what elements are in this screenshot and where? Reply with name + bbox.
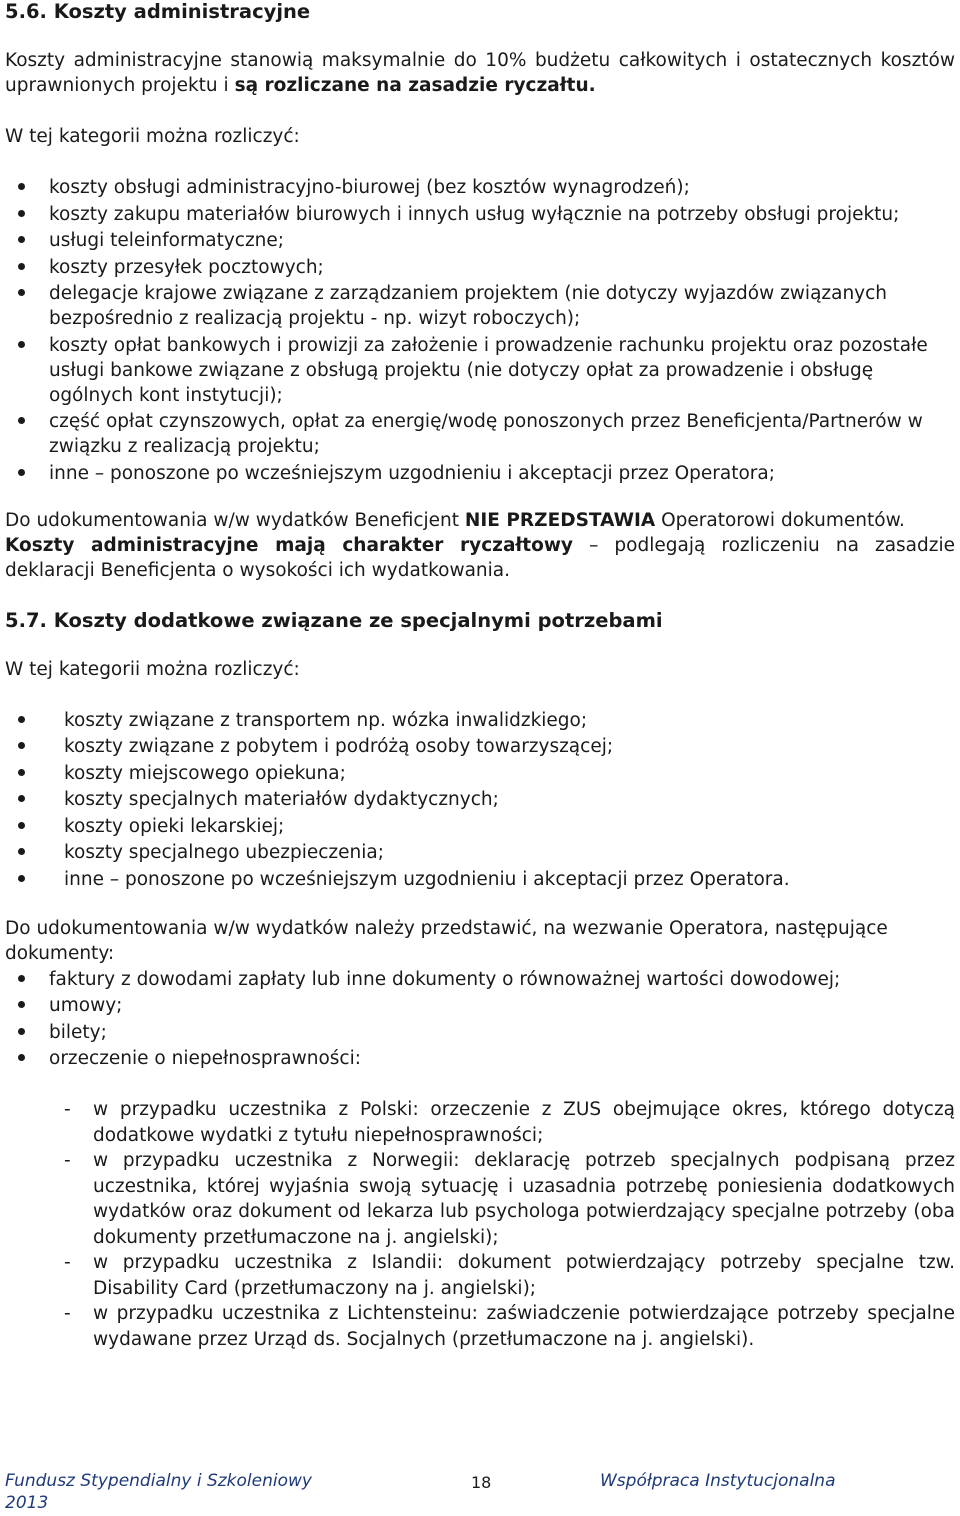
admin-cost-list (5, 175, 955, 486)
bullet-icon (18, 469, 25, 476)
list-item: koszty miejscowego opiekuna; (5, 761, 955, 786)
list-item: usługi teleinformatyczne; (5, 228, 955, 253)
bullet-icon (18, 795, 25, 802)
list-item: - w przypadku uczestnika z Polski: orzeczenie z ZUS obejmujące okres, którego dotyczą dodatkowe wydatki z tytułu niepełnosprawności; (64, 1099, 955, 1146)
intro-bold-text: są rozliczane na zasadzie ryczałtu. (234, 75, 596, 96)
bullet-icon (18, 769, 25, 776)
footer-program-name: Fundusz Stypendialny i Szkoleniowy 2013 (5, 1471, 312, 1513)
bullet-icon (18, 975, 25, 982)
bullet-icon (18, 210, 25, 217)
bullet-icon (18, 183, 25, 190)
list-item: koszty opłat bankowych i prowizji za założenie i prowadzenie rachunku projektu oraz pozostałe usługi bankowe związane z obsługą projektu (nie dotyczy opłat za prowadzenie i obsługę ogólnych kont instytucji); (5, 333, 955, 408)
list-item: koszty związane z pobytem i podróżą osoby towarzyszącej; (5, 734, 955, 759)
list-item: koszty opieki lekarskiej; (5, 814, 955, 839)
bullet-icon (18, 236, 25, 243)
dash-marker: - (64, 1099, 71, 1120)
list-item: koszty związane z transportem np. wózka inwalidzkiego; (5, 708, 955, 733)
list-item: faktury z dowodami zapłaty lub inne dokumenty o równoważnej wartości dowodowej; (5, 967, 955, 992)
bullet-icon (18, 289, 25, 296)
dash-marker: - (64, 1303, 71, 1324)
dash-marker: - (64, 1150, 71, 1171)
documents-list (5, 967, 955, 1072)
bullet-icon (18, 875, 25, 882)
page-number: 18 (471, 1473, 492, 1492)
list-item: orzeczenie o niepełnosprawności: (5, 1046, 955, 1071)
not-presented-bold: NIE PRZEDSTAWIA (464, 509, 656, 531)
list-item: koszty obsługi administracyjno-biurowej (bez kosztów wynagrodzeń); (5, 175, 955, 200)
flat-rate-bold: Koszty administracyjne mają charakter ryczałtowy (5, 534, 573, 556)
list-item: koszty specjalnego ubezpieczenia; (5, 840, 955, 865)
list-item: inne – ponoszone po wcześniejszym uzgodnieniu i akceptacji przez Operatora. (5, 867, 955, 892)
list-item: koszty przesyłek pocztowych; (5, 255, 955, 280)
list-item: umowy; (5, 993, 955, 1018)
section-heading-5-6: 5.6. Koszty administracyjne (5, 0, 311, 23)
bullet-icon (18, 716, 25, 723)
category-label: W tej kategorii można rozliczyć: (5, 126, 300, 147)
bullet-icon (18, 417, 25, 424)
bullet-icon (18, 1028, 25, 1035)
list-item: - w przypadku uczestnika z Lichtensteinu: zaświadczenie potwierdzające potrzeby specjalne wydawane przez Urząd ds. Socjalnych (przetłumaczone na j. angielski). (64, 1303, 955, 1350)
category-label: W tej kategorii można rozliczyć: (5, 658, 300, 680)
list-item: koszty zakupu materiałów biurowych i innych usług wyłącznie na potrzeby obsługi projektu; (5, 202, 955, 227)
list-item: - w przypadku uczestnika z Norwegii: deklarację potrzeb specjalnych podpisaną przez uczestnika, której wyjaśnia swoją sytuację i uzasadnia potrzebę poniesienia dodatkowych wydatków oraz dokument od lekarza lub psychologa potwierdzający specjalne potrzeby (oba dokumenty przetłumaczone na j. angielski); (64, 1150, 955, 1248)
dash-marker: - (64, 1252, 71, 1273)
list-item: bilety; (5, 1020, 955, 1045)
intro-text: Koszty administracyjne stanowią maksymalnie do 10% budżetu całkowitych i ostatecznych kosztów uprawnionych projektu i (5, 50, 955, 96)
document-page (5, 0, 955, 1352)
documents-intro: Do udokumentowania w/w wydatków należy przedstawić, na wezwanie Operatora, następujące dokumenty: (5, 917, 888, 964)
page-footer (5, 1470, 955, 1516)
section-heading-5-7: 5.7. Koszty dodatkowe związane ze specjalnymi potrzebami (5, 608, 663, 632)
intro-paragraph (5, 48, 955, 98)
bullet-icon (18, 263, 25, 270)
documentation-paragraph: Do udokumentowania w/w wydatków Beneficjent NIE PRZEDSTAWIA Operatorowi dokumentów. (5, 509, 905, 531)
list-item: koszty specjalnych materiałów dydaktycznych; (5, 787, 955, 812)
bullet-icon (18, 848, 25, 855)
list-item: delegacje krajowe związane z zarządzaniem projektem (nie dotyczy wyjazdów związanych bezpośrednio z realizacją projektu - np. wizyt roboczych); (5, 281, 955, 331)
footer-area-name: Współpraca Instytucjonalna (600, 1471, 836, 1491)
list-item: inne – ponoszone po wcześniejszym uzgodnieniu i akceptacji przez Operatora; (5, 461, 955, 486)
bullet-icon (18, 341, 25, 348)
bullet-icon (18, 1054, 25, 1061)
special-needs-cost-list (5, 708, 955, 892)
list-item: - w przypadku uczestnika z Islandii: dokument potwierdzający potrzeby specjalne tzw. Disability Card (przetłumaczony na j. angielski); (64, 1252, 955, 1299)
bullet-icon (18, 822, 25, 829)
disability-documents-list (5, 1097, 955, 1352)
flat-rate-paragraph: Koszty administracyjne mają charakter ryczałtowy – podlegają rozliczeniu na zasadzie deklaracji Beneficjenta o wysokości ich wydatkowania. (5, 534, 955, 581)
list-item: część opłat czynszowych, opłat za energię/wodę ponoszonych przez Beneficjenta/Partnerów w związku z realizacją projektu; (5, 409, 955, 459)
bullet-icon (18, 1001, 25, 1008)
bullet-icon (18, 742, 25, 749)
